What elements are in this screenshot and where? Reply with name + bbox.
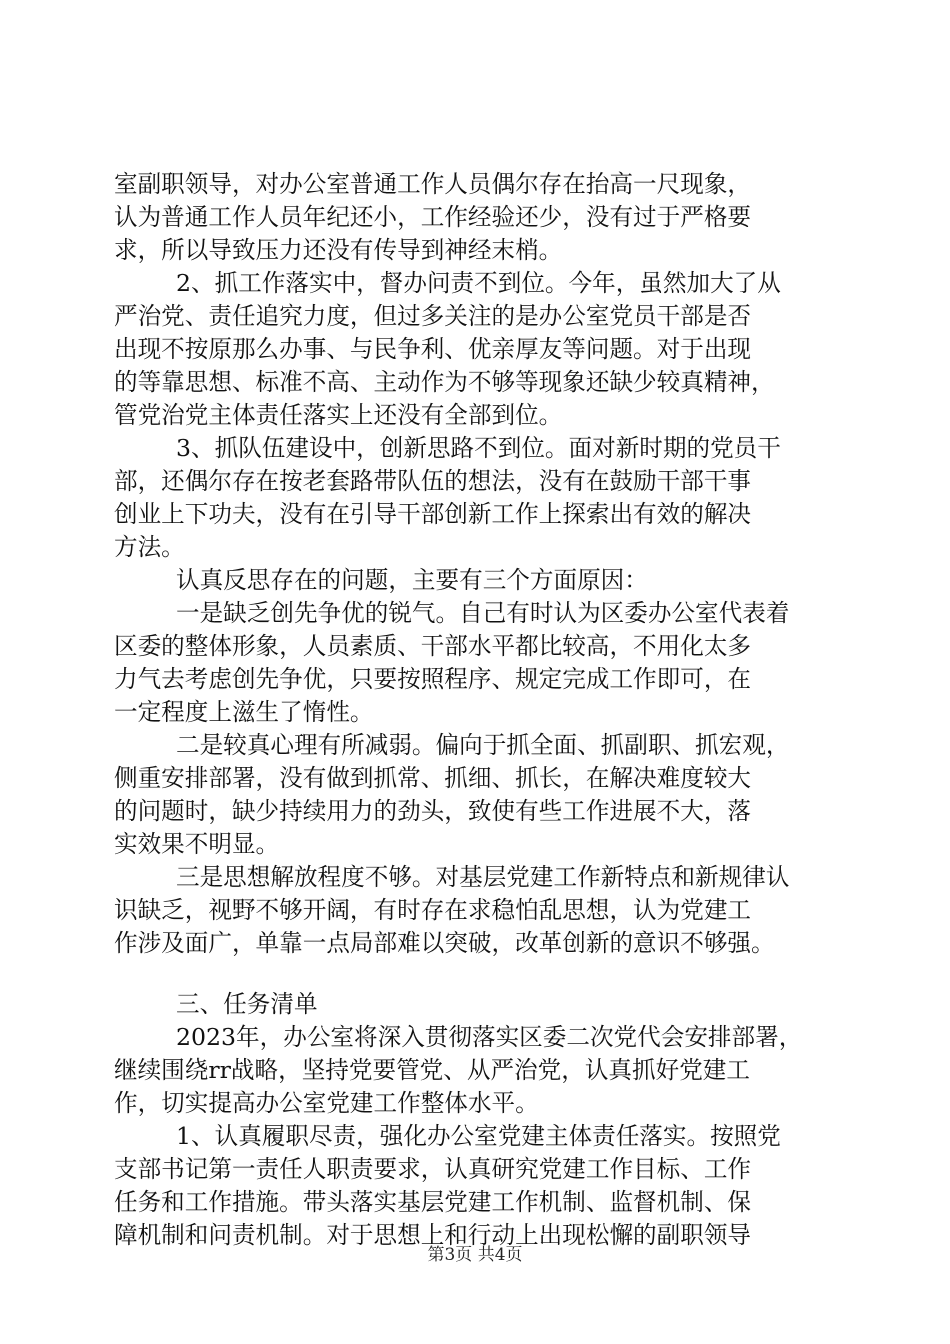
text-line: 严治党、责任追究力度，但过多关注的是办公室党员干部是否 xyxy=(114,302,752,330)
paragraph-start-line: 2、抓工作落实中，督办问责不到位。今年，虽然加大了从 xyxy=(176,269,781,297)
paragraph-start-line: 认真反思存在的问题，主要有三个方面原因： xyxy=(176,566,648,594)
text-line: 的等靠思想、标准不高、主动作为不够等现象还缺少较真精神， xyxy=(114,368,775,396)
paragraph-start-line: 三是思想解放程度不够。对基层党建工作新特点和新规律认 xyxy=(176,863,790,891)
text-line: 障机制和问责机制。对于思想上和行动上出现松懈的副职领导 xyxy=(114,1221,752,1249)
paragraph-start-line: 1、认真履职尽责，强化办公室党建主体责任落实。按照党 xyxy=(176,1122,781,1150)
text-line: 一定程度上滋生了惰性。 xyxy=(114,698,374,726)
text-line: 管党治党主体责任落实上还没有全部到位。 xyxy=(114,401,563,429)
text-line: 方法。 xyxy=(114,533,185,561)
text-line: 出现不按原那么办事、与民争利、优亲厚友等问题。对于出现 xyxy=(114,335,752,363)
text-line: 的问题时，缺少持续用力的劲头，致使有些工作进展不大，落 xyxy=(114,797,752,825)
text-line: 继续围绕rr战略，坚持党要管党、从严治党，认真抓好党建工 xyxy=(114,1056,750,1084)
text-line: 部，还偶尔存在按老套路带队伍的想法，没有在鼓励干部干事 xyxy=(114,467,752,495)
text-line: 侧重安排部署，没有做到抓常、抓细、抓长，在解决难度较大 xyxy=(114,764,752,792)
paragraph-start-line: 3、抓队伍建设中，创新思路不到位。面对新时期的党员干 xyxy=(176,434,781,462)
text-line: 创业上下功夫，没有在引导干部创新工作上探索出有效的解决 xyxy=(114,500,752,528)
text-line: 力气去考虑创先争优，只要按照程序、规定完成工作即可，在 xyxy=(114,665,752,693)
section-heading: 三、任务清单 xyxy=(176,990,318,1018)
text-line: 作，切实提高办公室党建工作整体水平。 xyxy=(114,1089,539,1117)
text-line: 任务和工作措施。带头落实基层党建工作机制、监督机制、保 xyxy=(114,1188,752,1216)
document-body xyxy=(114,168,850,1252)
text-line: 室副职领导，对办公室普通工作人员偶尔存在抬高一尺现象， xyxy=(114,170,752,198)
paragraph-start-line: 二是较真心理有所减弱。偏向于抓全面、抓副职、抓宏观， xyxy=(176,731,790,759)
text-line: 识缺乏，视野不够开阔，有时存在求稳怕乱思想，认为党建工 xyxy=(114,896,752,924)
text-line: 区委的整体形象，人员素质、干部水平都比较高，不用化太多 xyxy=(114,632,752,660)
section-gap xyxy=(114,960,850,988)
text-line: 认为普通工作人员年纪还小，工作经验还少，没有过于严格要 xyxy=(114,203,752,231)
paragraph-start-line: 2023年，办公室将深入贯彻落实区委二次党代会安排部署， xyxy=(176,1023,803,1051)
text-line: 支部书记第一责任人职责要求，认真研究党建工作目标、工作 xyxy=(114,1155,752,1183)
paragraph-start-line: 一是缺乏创先争优的锐气。自己有时认为区委办公室代表着 xyxy=(176,599,790,627)
text-line: 实效果不明显。 xyxy=(114,830,280,858)
text-line: 作涉及面广，单靠一点局部难以突破，改革创新的意识不够强。 xyxy=(114,929,775,957)
page-number-footer: 第3页 共4页 xyxy=(427,1245,523,1265)
text-line: 求，所以导致压力还没有传导到神经末梢。 xyxy=(114,236,563,264)
